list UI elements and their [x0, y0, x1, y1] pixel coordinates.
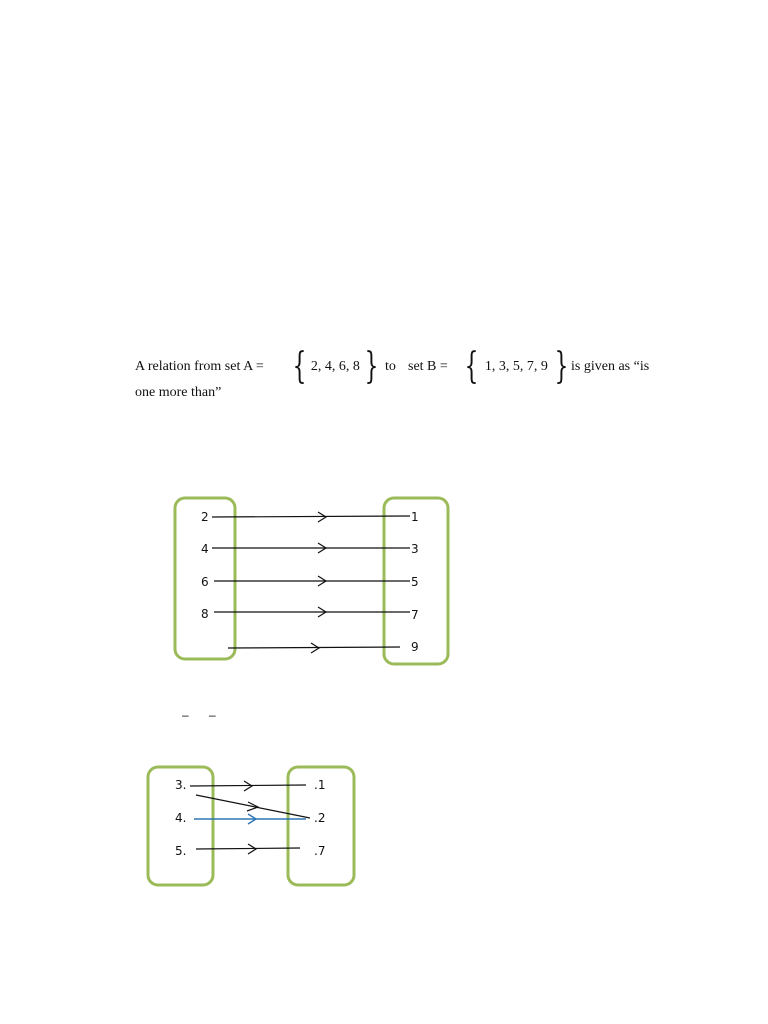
domain-element: 5. [175, 844, 187, 858]
domain-element: 4 [201, 542, 209, 556]
codomain-element: 9 [411, 640, 419, 654]
domain-element: 4. [175, 811, 187, 825]
diagram-1 [175, 498, 448, 664]
domain-element: 2 [201, 510, 209, 524]
mapping-arrow [228, 647, 400, 648]
set-b-elements: 1, 3, 5, 7, 9 [484, 359, 548, 374]
dash-mark: – [209, 708, 216, 722]
domain-element: 6 [201, 575, 209, 589]
statement-to: to [385, 359, 396, 374]
statement-line2: one more than” [135, 385, 222, 400]
set-a-elements: 2, 4, 6, 8 [310, 359, 360, 374]
diagram-2 [148, 767, 354, 885]
set-b-label: set B = [408, 359, 448, 374]
codomain-element: .7 [314, 844, 326, 858]
codomain-element: 7 [411, 608, 419, 622]
codomain-element: 1 [411, 510, 419, 524]
codomain-element: .1 [314, 778, 326, 792]
statement-suffix: is given as “is [571, 359, 650, 374]
statement-prefix: A relation from set A = [135, 359, 264, 374]
left-brace: { [292, 346, 307, 387]
right-brace: } [554, 346, 569, 387]
domain-element: 8 [201, 607, 209, 621]
codomain-element: 5 [411, 575, 419, 589]
domain-element: 3. [175, 778, 187, 792]
mapping-arrow [212, 516, 410, 517]
left-brace: { [464, 346, 479, 387]
codomain-element: .2 [314, 811, 326, 825]
dash-mark: – [182, 708, 189, 722]
codomain-element: 3 [411, 542, 419, 556]
right-brace: } [364, 346, 379, 387]
